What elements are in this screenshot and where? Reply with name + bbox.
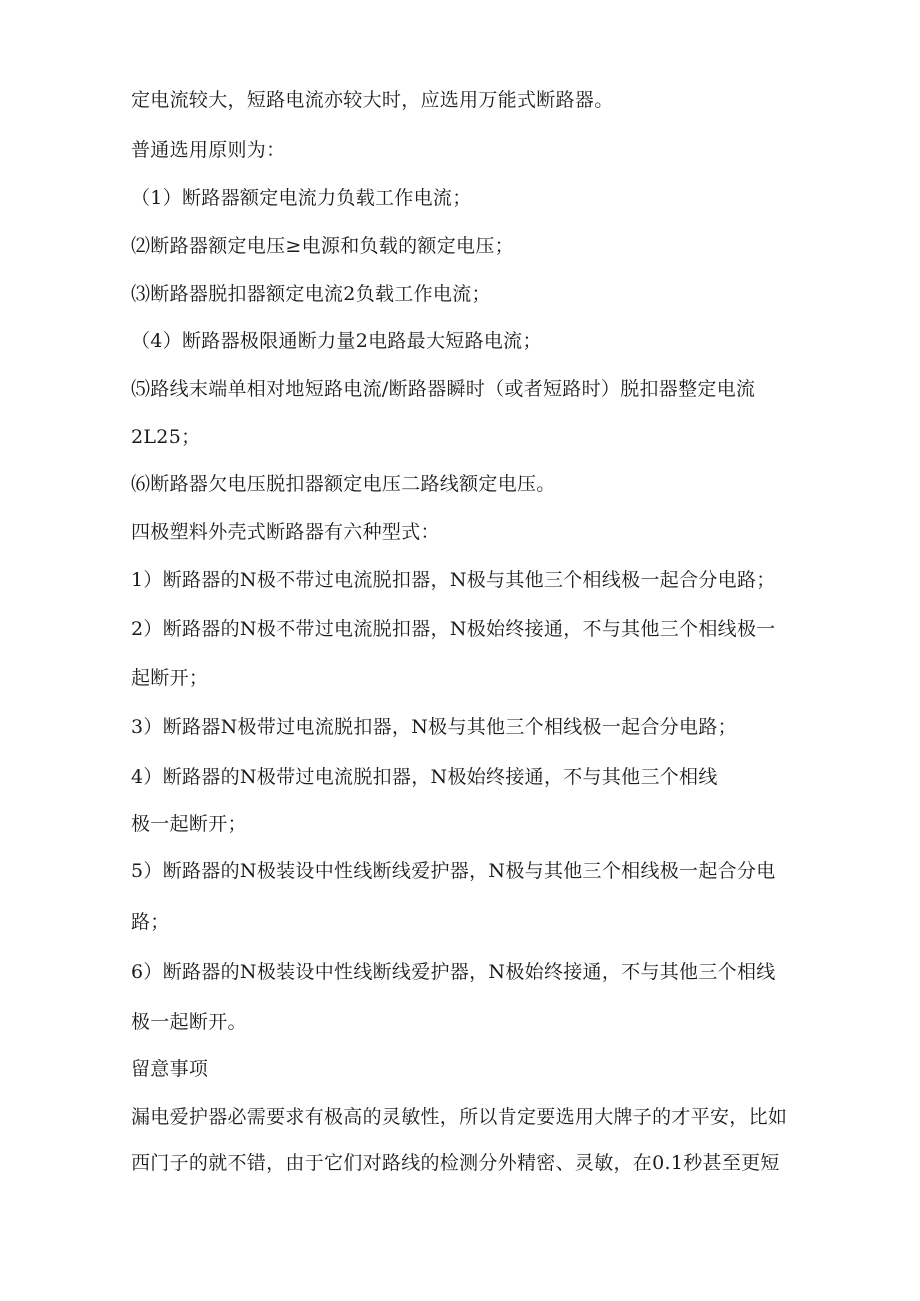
list-item: 3）断路器N极带过电流脱扣器，N极与其他三个相线极一起合分电路； [131,716,737,738]
list-item: 极一起断开； [131,813,247,835]
text-line: ⑵断路器额定电压≥电源和负载的额定电压； [131,235,514,257]
text-line: 漏电爱护器必需要求有极高的灵敏性，所以肯定要选用大牌子的才平安，比如 [131,1106,788,1128]
list-item: 1）断路器的N极不带过电流脱扣器，N极与其他三个相线极一起合分电路； [131,569,776,591]
list-item: 5）断路器的N极装设中性线断线爱护器，N极与其他三个相线极一起合分电 [131,860,776,882]
text-line: 2L25； [131,426,201,448]
text-line: （1）断路器额定电流力负载工作电流； [131,187,472,209]
text-line: 定电流较大，短路电流亦较大时，应选用万能式断路器。 [131,89,614,111]
text-line: ⑶断路器脱扣器额定电流2负载工作电流； [131,283,491,305]
text-line: 普通选用原则为： [131,139,286,161]
text-line: （4）断路器极限通断力量2电路最大短路电流； [131,330,542,352]
list-item: 极一起断开。 [131,1011,247,1033]
section-heading: 留意事项 [131,1058,209,1080]
text-line: 西门子的就不错，由于它们对路线的检测分外精密、灵敏，在0.1秒甚至更短 [131,1152,780,1174]
list-item: 2）断路器的N极不带过电流脱扣器，N极始终接通，不与其他三个相线极一 [131,618,776,640]
list-item: 起断开； [131,667,209,689]
text-line: ⑹断路器欠电压脱扣器额定电压二路线额定电压。 [131,473,556,495]
list-item: 路； [131,911,170,933]
text-line: 四极塑料外壳式断路器有六种型式： [131,521,440,543]
text-line: ⑸路线末端单相对地短路电流/断路器瞬时（或者短路时）脱扣器整定电流 [131,378,756,400]
list-item: 4）断路器的N极带过电流脱扣器，N极始终接通，不与其他三个相线 [131,766,718,788]
list-item: 6）断路器的N极装设中性线断线爱护器，N极始终接通，不与其他三个相线 [131,961,776,983]
